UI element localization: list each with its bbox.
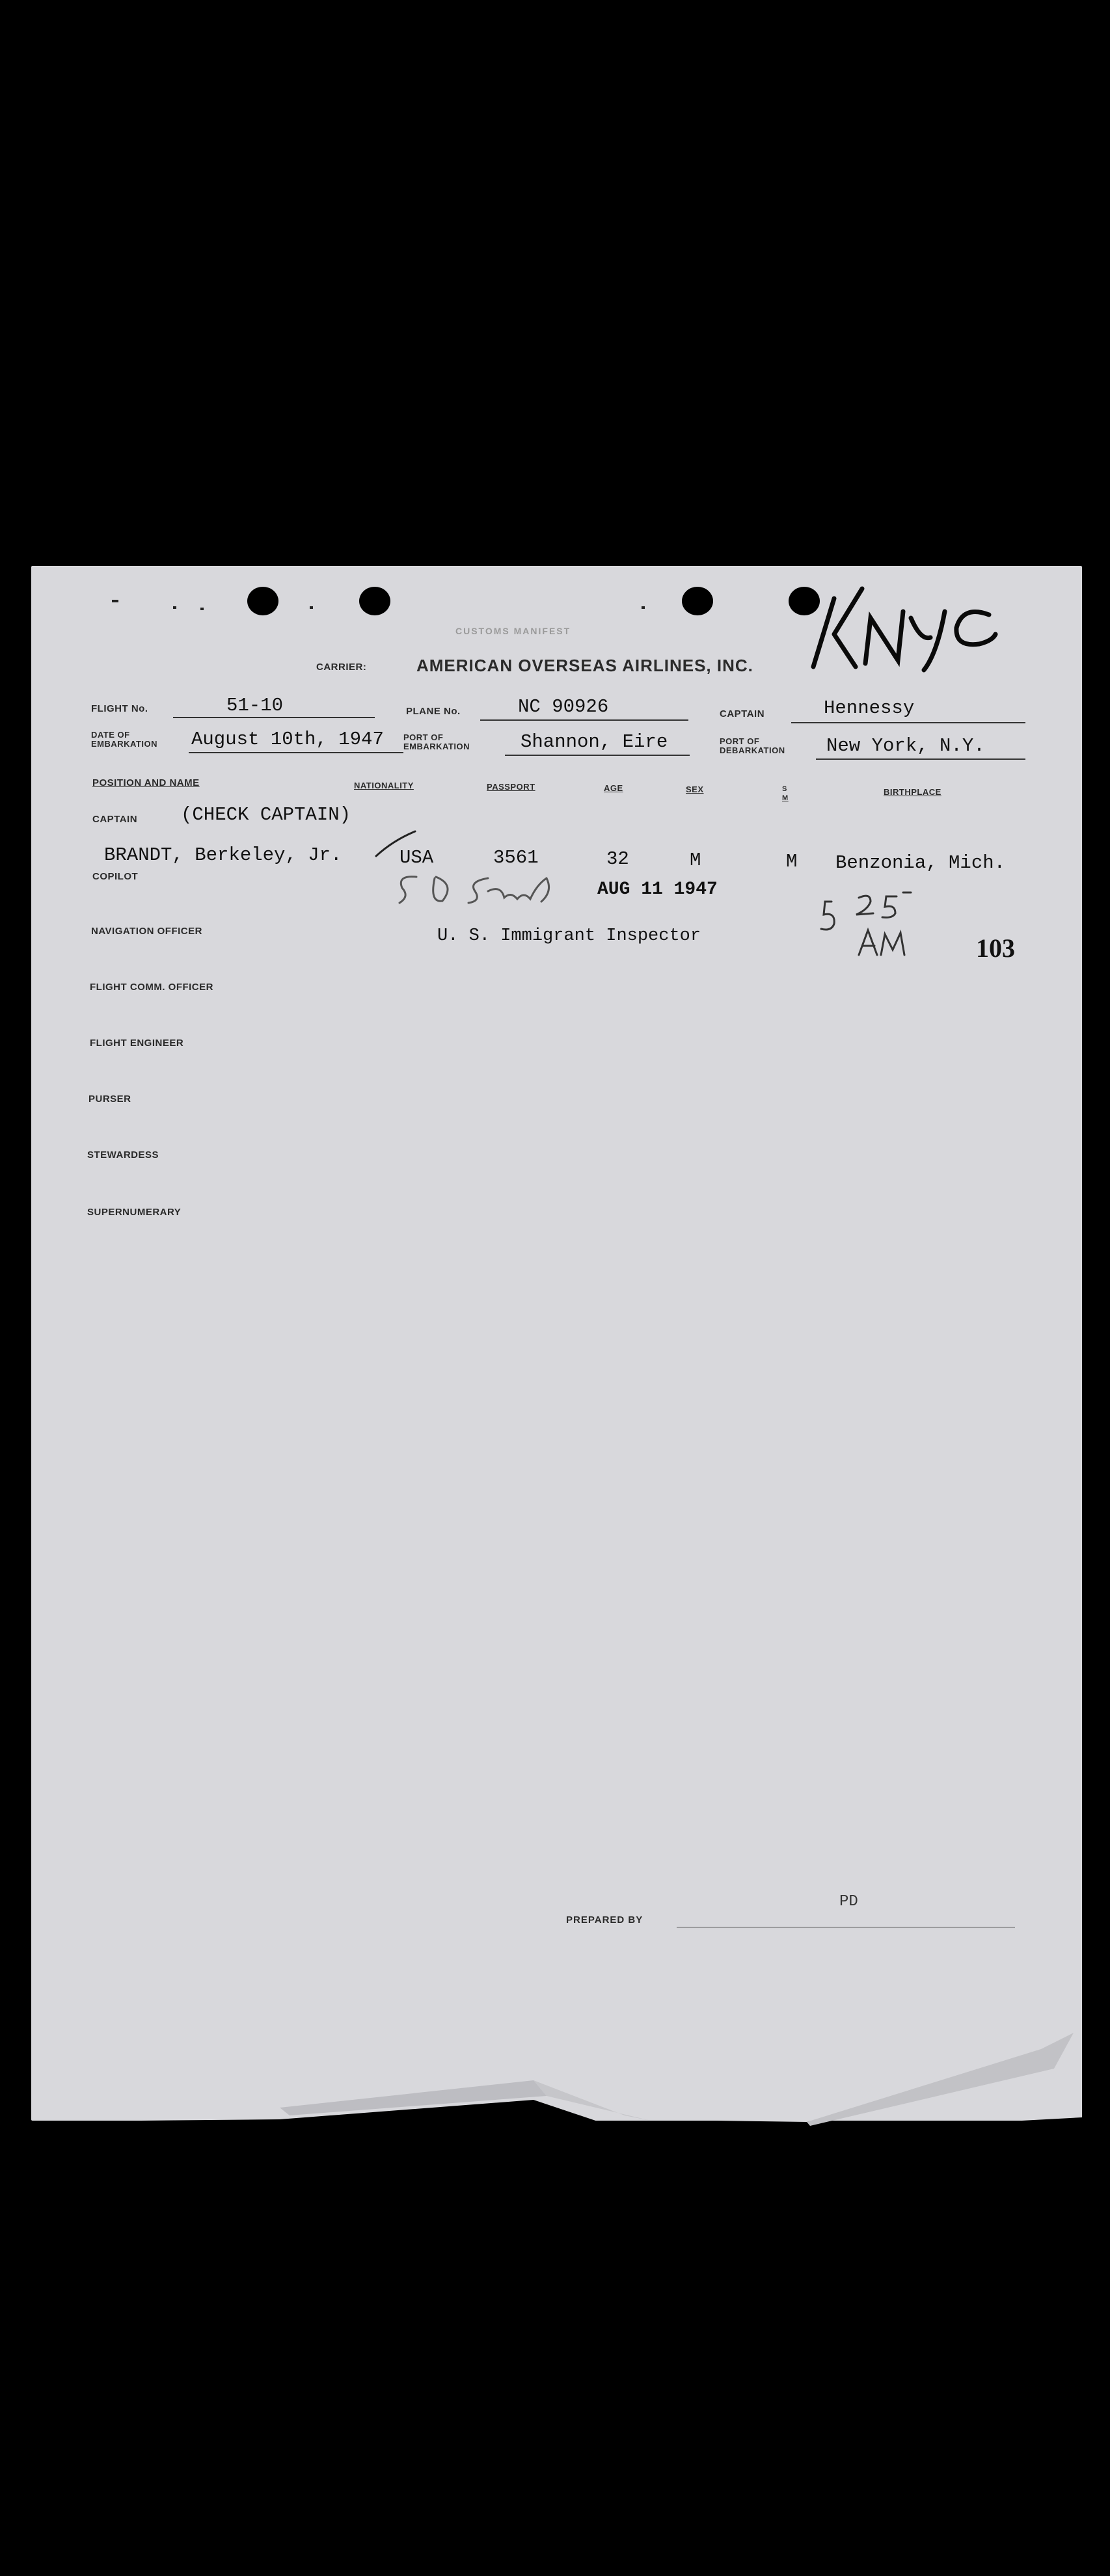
flight-comm-officer-label: FLIGHT COMM. OFFICER	[90, 982, 213, 993]
crew-nationality: USA	[399, 847, 434, 868]
carrier-label: CARRIER:	[316, 662, 367, 673]
stamp-inspector: U. S. Immigrant Inspector	[437, 926, 701, 946]
flight-no-label: FLIGHT No.	[91, 703, 148, 714]
dash-mark	[112, 600, 118, 602]
col-position-name: POSITION AND NAME	[92, 777, 200, 788]
dash-mark	[173, 606, 176, 609]
stamp-date: AUG 11 1947	[597, 879, 718, 900]
flight-engineer-label: FLIGHT ENGINEER	[90, 1038, 184, 1049]
plane-no-value: NC 90926	[518, 696, 609, 718]
port-embark-label-1: PORT OF	[403, 732, 444, 742]
flight-no-line	[173, 717, 375, 718]
flight-no-value: 51-10	[226, 695, 284, 716]
prepared-by-label: PREPARED BY	[566, 1914, 643, 1925]
port-embark-line	[505, 755, 690, 756]
stewardess-label: STEWARDESS	[87, 1149, 159, 1161]
captain-header-value: Hennessy	[824, 697, 915, 719]
dash-mark	[310, 606, 313, 609]
port-debark-label-2: DEBARKATION	[720, 745, 785, 755]
plane-no-label: PLANE No.	[406, 706, 461, 717]
date-label-1: DATE OF	[91, 730, 130, 740]
crew-sex: M	[690, 850, 701, 871]
plane-no-line	[480, 719, 688, 721]
date-value: August 10th, 1947	[191, 729, 384, 750]
col-passport: PASSPORT	[487, 782, 535, 792]
prepared-by-initials: PD	[839, 1893, 858, 1911]
date-line	[189, 752, 403, 753]
punch-hole	[247, 587, 278, 615]
navigation-officer-label: NAVIGATION OFFICER	[91, 926, 202, 937]
supernumerary-label: SUPERNUMERARY	[87, 1207, 182, 1218]
faded-form-title: CUSTOMS MANIFEST	[455, 626, 571, 636]
col-ms-bottom: M	[782, 794, 789, 802]
page-number: 103	[976, 933, 1015, 963]
crew-birthplace: Benzonia, Mich.	[835, 852, 1006, 874]
col-birthplace: BIRTHPLACE	[884, 787, 941, 797]
inspector-signature	[390, 865, 566, 911]
port-debark-label-1: PORT OF	[720, 736, 760, 746]
copilot-label: COPILOT	[92, 871, 139, 882]
crew-age: 32	[606, 848, 629, 870]
dash-mark	[642, 606, 645, 609]
purser-label: PURSER	[88, 1093, 131, 1105]
carrier-name: AMERICAN OVERSEAS AIRLINES, INC.	[416, 656, 753, 675]
captain-header-label: CAPTAIN	[720, 708, 765, 719]
date-label-2: EMBARKATION	[91, 739, 158, 749]
port-debark-value: New York, N.Y.	[826, 735, 985, 757]
port-embark-value: Shannon, Eire	[521, 731, 668, 753]
handwritten-station-code	[794, 572, 1008, 677]
captain-header-line	[791, 722, 1025, 723]
col-age: AGE	[604, 783, 623, 793]
crew-name: BRANDT, Berkeley, Jr.	[104, 844, 342, 866]
captain-row-note: (CHECK CAPTAIN)	[181, 804, 351, 825]
col-sex: SEX	[686, 785, 704, 794]
col-ms-top: S	[782, 785, 787, 793]
captain-row-label: CAPTAIN	[92, 814, 138, 825]
punch-hole	[682, 587, 713, 615]
handwritten-time	[813, 890, 937, 961]
crew-passport: 3561	[493, 847, 539, 868]
col-nationality: NATIONALITY	[354, 781, 414, 790]
punch-hole	[359, 587, 390, 615]
port-embark-label-2: EMBARKATION	[403, 742, 470, 751]
dash-mark	[200, 608, 204, 610]
crew-marital: M	[786, 851, 798, 872]
port-debark-line	[816, 758, 1025, 760]
